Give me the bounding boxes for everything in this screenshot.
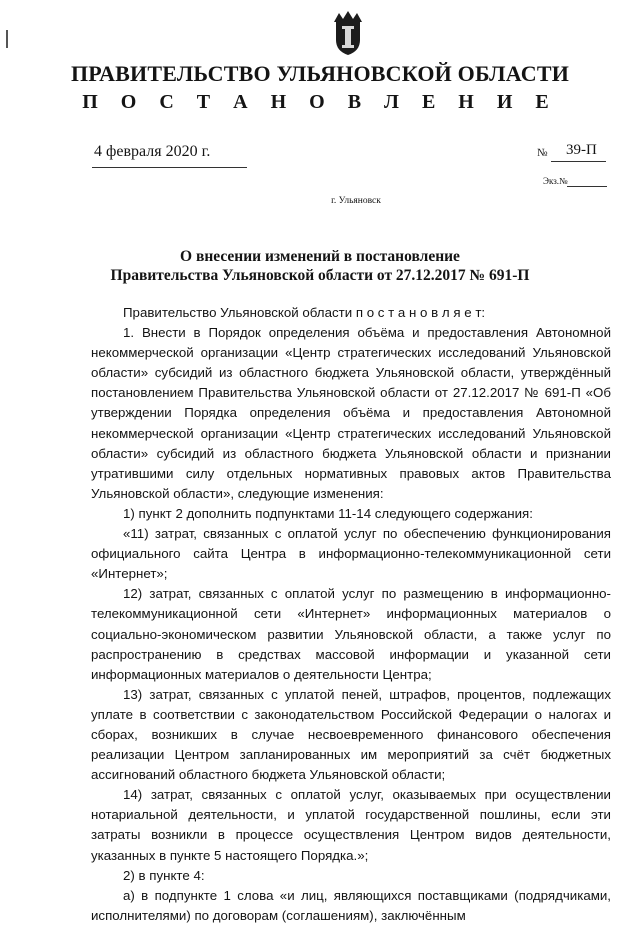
body-paragraph: «11) затрат, связанных с оплатой услуг по обеспечению функционирования официального сайта Центра в информационно-телекоммуникационной сети «Интернет»; [91,526,611,582]
number-label: № [537,147,548,159]
organization-title: ПРАВИТЕЛЬСТВО УЛЬЯНОВСКОЙ ОБЛАСТИ [70,61,570,86]
body-paragraph: 1) пункт 2 дополнить подпунктами 11-14 следующего содержания: [123,505,533,521]
document-number: 39-П [566,142,597,158]
document-heading [0,247,640,285]
heading-line-1: О внесении изменений в постановление [180,248,460,265]
city: г. Ульяновск [331,196,381,206]
document-body [91,303,611,926]
body-paragraph: 1. Внести в Порядок определения объёма и предоставления Автономной некоммерческой организации «Центр стратегических исследований Ульяновской области» субсидий из областного бюджета Ульяновской области, утверждённый постановлением Правительства Ульяновской области от 27.12.2017 № 691-П «Об утверждении Порядка определения объёма и предоставления Автономной некоммерческой организации «Центр стратегических исследований Ульяновской области» субсидий из областного бюджета Ульяновской области и признании утратившими силу отдельных нормативных правовых актов Правительства Ульяновской области», следующие изменения: [91,325,611,501]
document-date: 4 февраля 2020 г. [94,143,211,160]
document-type: П О С Т А Н О В Л Е Н И Е [82,91,558,113]
scan-edge-mark [6,30,8,48]
number-underline [551,161,606,162]
body-paragraph: а) в подпункте 1 слова «и лиц, являющихся поставщиками (подрядчиками, исполнителями) по договорам (соглашениям), заключённым [91,887,611,923]
body-paragraph: Правительство Ульяновской области п о с т а н о в л я е т: [123,305,486,320]
heading-line-2: Правительства Ульяновской области от 27.12.2017 № 691-П [110,267,530,284]
body-paragraph: 2) в пункте 4: [123,867,205,883]
date-underline [92,167,247,168]
copy-number-label: Экз.№ [543,176,568,186]
copy-number-underline [567,186,607,187]
body-paragraph: 13) затрат, связанных с уплатой пеней, штрафов, процентов, подлежащих уплате в соответствии с законодательством Российской Федерации о налогах и сборах, возникших в случае несвоевременного финансового обеспечения реализации Центром запланированных им мероприятий за счёт бюджетных ассигнований областного бюджета Ульяновской области; [91,686,611,783]
body-paragraph: 12) затрат, связанных с оплатой услуг по размещению в информационно-телекоммуникационной сети «Интернет» информационных материалов о социально-экономическом развитии Ульяновской области, а также услуг по распространению в средствах массовой информации и указанной сети информационных материалов о деятельности Центра; [91,586,611,682]
body-paragraph: 14) затрат, связанных с оплатой услуг, оказываемых при осуществлении нотариальной деятельности, и уплатой государственной пошлины, если эти затраты возникли в процессе осуществления Центром видов деятельности, указанных в пункте 5 настоящего Порядка.»; [91,787,611,863]
ulyanovsk-coat-of-arms-icon [330,10,366,56]
